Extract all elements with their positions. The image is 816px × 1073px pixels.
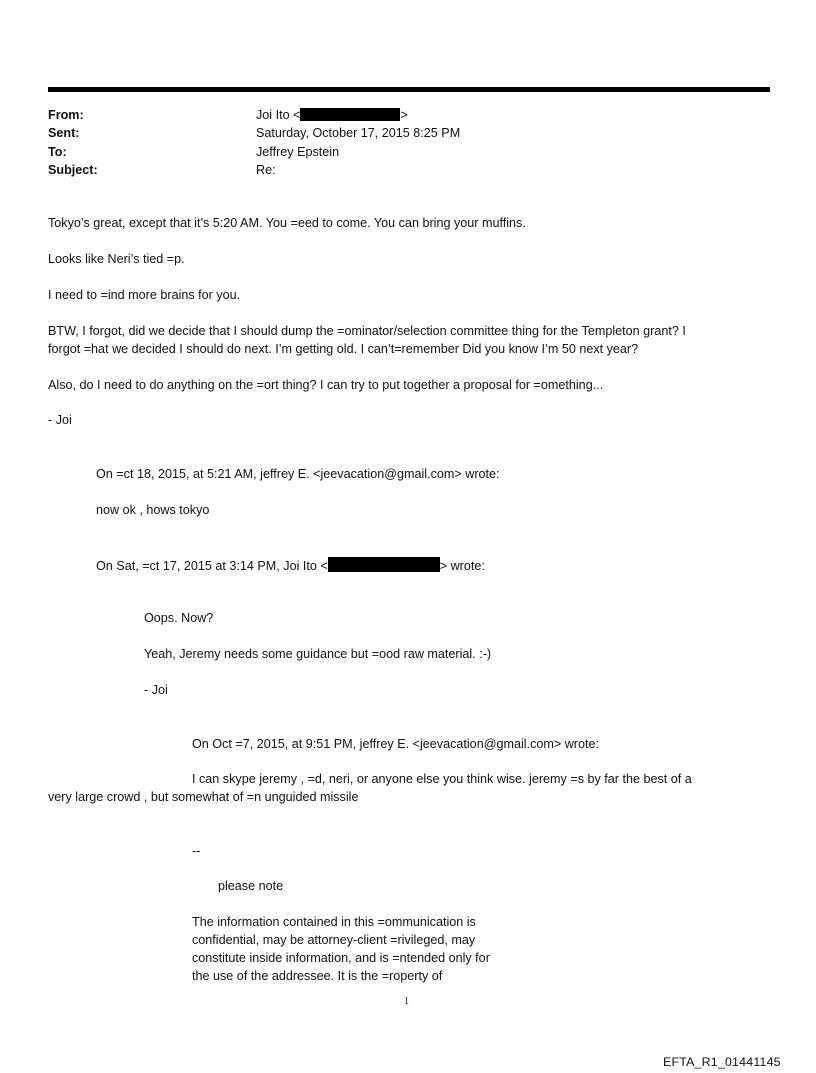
quote-attribution — [96, 557, 485, 573]
body-paragraph: Tokyo’s great, except that it’s 5:20 AM. You =eed to come. You can bring your muffins. — [48, 216, 526, 230]
disclaimer-line: The information contained in this =ommunication is — [192, 915, 476, 929]
document-id: EFTA_R1_01441145 — [663, 1055, 781, 1069]
signature-dashes: -- — [192, 844, 201, 858]
subject-value: Re: — [256, 163, 276, 177]
quote-attribution: On =ct 18, 2015, at 5:21 AM, jeffrey E. <jeevacation@gmail.com> wrote: — [96, 467, 500, 481]
from-label: From: — [48, 108, 84, 122]
quote-text: I can skype jeremy , =d, neri, or anyone else you think wise. jeremy =s by far the best of a — [192, 772, 692, 786]
disclaimer-line: the use of the addressee. It is the =roperty of — [192, 969, 443, 983]
body-paragraph: Also, do I need to do anything on the =ort thing? I can try to put together a proposal for =omething... — [48, 378, 604, 392]
to-value: Jeffrey Epstein — [256, 145, 340, 159]
signature: - Joi — [144, 683, 168, 697]
header-rule — [48, 87, 770, 92]
redaction-block — [328, 557, 440, 572]
from-name: Joi Ito < — [256, 108, 301, 122]
disclaimer-line: confidential, may be attorney-client =rivileged, may — [192, 933, 476, 947]
quote-text: Yeah, Jeremy needs some guidance but =ood raw material. :-) — [144, 647, 492, 661]
redaction-block — [300, 108, 400, 121]
page-number: 1 — [404, 996, 409, 1007]
quote-text: very large crowd , but somewhat of =n unguided missile — [48, 790, 359, 804]
subject-label: Subject: — [48, 163, 98, 177]
body-paragraph: Looks like Neri’s tied =p. — [48, 252, 185, 266]
from-close: > — [400, 108, 408, 122]
quote-attribution: On Oct =7, 2015, at 9:51 PM, jeffrey E. <jeevacation@gmail.com> wrote: — [192, 737, 600, 751]
body-paragraph: BTW, I forgot, did we decide that I should dump the =ominator/selection committee thing for the Templeton grant? I — [48, 324, 686, 338]
from-value — [256, 108, 408, 122]
to-label: To: — [48, 145, 67, 159]
quote-attribution-suffix: > wrote: — [439, 559, 485, 573]
quote-text: now ok , hows tokyo — [96, 503, 210, 517]
quote-attribution-prefix: On Sat, =ct 17, 2015 at 3:14 PM, Joi Ito < — [96, 559, 328, 573]
body-paragraph: forgot =hat we decided I should do next. I’m getting old. I can’t=remember Did you know I’m 50 next year? — [48, 342, 639, 356]
quote-text: Oops. Now? — [144, 611, 214, 625]
body-paragraph: I need to =ind more brains for you. — [48, 288, 241, 302]
signature: - Joi — [48, 413, 72, 427]
disclaimer-line: constitute inside information, and is =ntended only for — [192, 951, 490, 965]
sent-label: Sent: — [48, 126, 80, 140]
please-note: please note — [218, 879, 284, 893]
sent-value: Saturday, October 17, 2015 8:25 PM — [256, 126, 461, 140]
